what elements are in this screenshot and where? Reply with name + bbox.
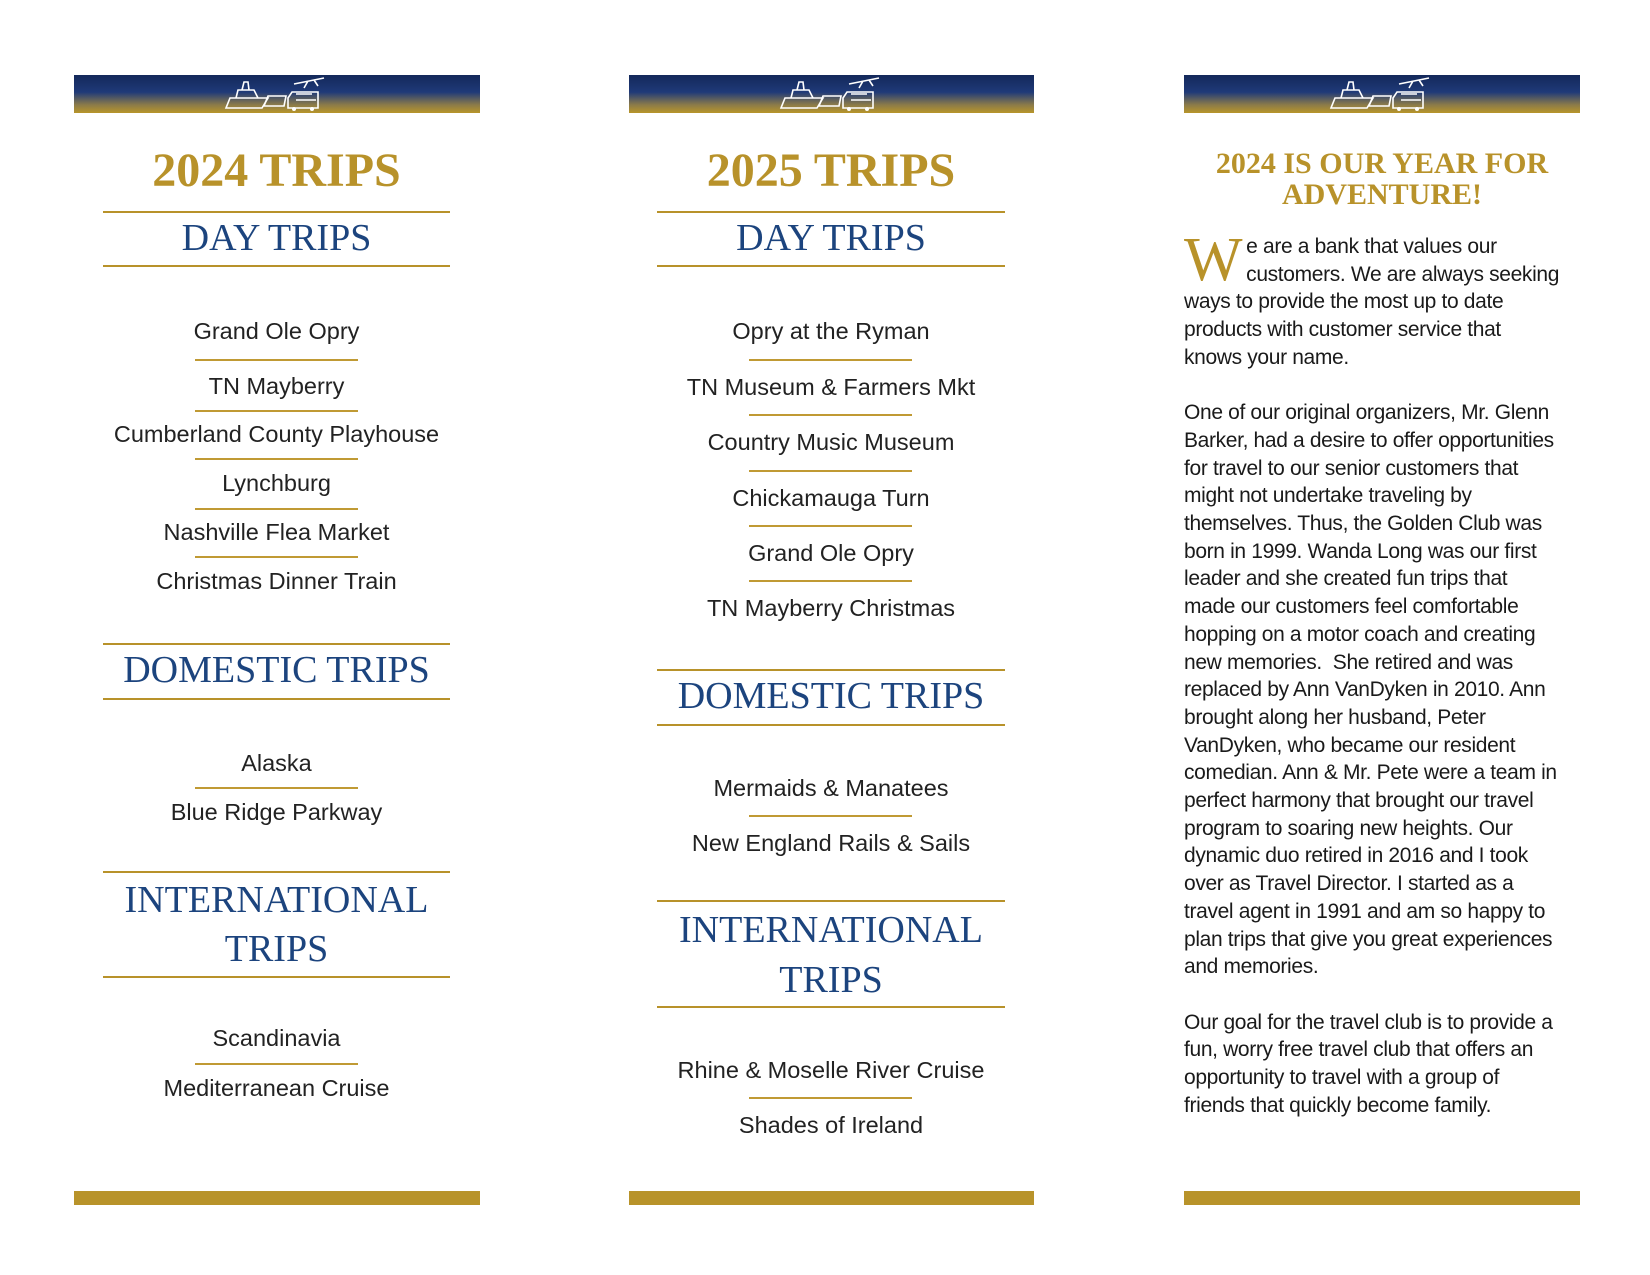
day-trips-heading-text: DAY TRIPS — [736, 217, 926, 259]
header-banner — [629, 75, 1034, 113]
paragraph-intro — [1184, 226, 1592, 372]
about-headline — [1184, 148, 1580, 210]
text-line: Our goal for the travel club is to provide a — [1184, 1010, 1553, 1034]
domestic-trips-heading-text: DOMESTIC TRIPS — [677, 675, 985, 717]
list-item: Christmas Dinner Train — [156, 568, 397, 594]
divider — [195, 458, 358, 460]
text-line: comedian. Ann & Mr. Pete were a team in — [1184, 761, 1557, 785]
list-item: TN Mayberry — [208, 373, 345, 399]
text-line: hopping on a motor coach and creating — [1184, 622, 1536, 646]
list-item: Grand Ole Opry — [193, 318, 360, 344]
divider — [749, 359, 912, 361]
divider — [749, 414, 912, 416]
drop-cap: W — [1184, 226, 1243, 294]
divider — [195, 556, 358, 558]
travel-icon — [1327, 76, 1437, 112]
divider — [749, 525, 912, 527]
text-line: ways to provide the most up to date — [1184, 290, 1504, 314]
text-line: fun, worry free travel club that offers an — [1184, 1038, 1534, 1062]
international-trips-heading — [103, 871, 450, 978]
bottom-bar — [629, 1191, 1034, 1205]
page-title: 2025 TRIPS — [706, 144, 956, 197]
text-line: VanDyken, who became our resident — [1184, 733, 1516, 757]
headline-line-1: 2024 IS OUR YEAR FOR — [1215, 147, 1549, 180]
header-banner — [1184, 75, 1580, 113]
header-banner — [74, 75, 480, 113]
list-item: Lynchburg — [222, 470, 331, 496]
international-trips-heading — [657, 900, 1005, 1008]
list-item: Cumberland County Playhouse — [113, 421, 440, 447]
list-item: Chickamauga Turn — [732, 485, 930, 511]
text-line: brought along her husband, Peter — [1184, 705, 1486, 729]
text-line: One of our original organizers, Mr. Glenn — [1184, 401, 1550, 425]
list-item: TN Museum & Farmers Mkt — [686, 374, 976, 400]
text-line: Barker, had a desire to offer opportunities — [1184, 428, 1554, 452]
text-line: program to soaring new heights. Our — [1184, 816, 1513, 840]
about-body — [1184, 226, 1592, 1147]
list-item: TN Mayberry Christmas — [706, 595, 956, 621]
divider — [749, 1097, 912, 1099]
list-item: Alaska — [241, 750, 312, 776]
travel-icon — [777, 76, 887, 112]
bottom-bar — [74, 1191, 480, 1205]
international-heading-line-2: TRIPS — [224, 928, 329, 970]
text-line: might not undertake traveling by — [1184, 484, 1472, 508]
text-line: themselves. Thus, the Golden Club was — [1184, 512, 1542, 536]
text-line: born in 1999. Wanda Long was our first — [1184, 539, 1537, 563]
page-title: 2024 TRIPS — [152, 144, 401, 197]
divider — [195, 787, 358, 789]
list-item: Mediterranean Cruise — [163, 1075, 390, 1101]
list-item: New England Rails & Sails — [691, 830, 971, 856]
domestic-trips-heading-text: DOMESTIC TRIPS — [123, 649, 430, 691]
text-line: new memories. She retired and was — [1184, 650, 1513, 674]
list-item: Grand Ole Opry — [748, 540, 914, 566]
divider — [195, 1063, 358, 1065]
domestic-trips-heading — [657, 669, 1005, 726]
domestic-trips-heading — [103, 643, 450, 700]
text-line: opportunity to travel with a group of — [1184, 1066, 1500, 1090]
paragraph-goal — [1184, 1009, 1592, 1120]
list-item: Rhine & Moselle River Cruise — [677, 1057, 985, 1083]
text-line: products with customer service that — [1184, 318, 1501, 342]
text-line: customers. We are always seeking — [1246, 262, 1560, 286]
text-line: replaced by Ann VanDyken in 2010. Ann — [1184, 678, 1546, 702]
text-line: and memories. — [1184, 955, 1319, 979]
text-line: friends that quickly become family. — [1184, 1093, 1492, 1117]
divider — [749, 470, 912, 472]
text-line: dynamic duo retired in 2016 and I took — [1184, 844, 1528, 868]
text-line: for travel to our senior customers that — [1184, 456, 1519, 480]
text-line: plan trips that give you great experiences — [1184, 927, 1553, 951]
list-item: Mermaids & Manatees — [713, 775, 949, 801]
divider — [749, 815, 912, 817]
list-item: Shades of Ireland — [738, 1112, 924, 1138]
international-heading-line-1: INTERNATIONAL — [679, 909, 983, 951]
day-trips-heading — [657, 211, 1005, 267]
list-item: Opry at the Ryman — [732, 318, 930, 344]
travel-icon — [222, 76, 332, 112]
text-line: perfect harmony that brought our travel — [1184, 789, 1534, 813]
headline-line-2: ADVENTURE! — [1281, 178, 1482, 211]
divider — [195, 410, 358, 412]
list-item: Blue Ridge Parkway — [170, 799, 383, 825]
text-line: travel agent in 1991 and am so happy to — [1184, 899, 1546, 923]
divider — [195, 508, 358, 510]
text-line: over as Travel Director. I started as a — [1184, 872, 1514, 896]
list-item: Nashville Flea Market — [163, 519, 390, 545]
divider — [195, 359, 358, 361]
international-heading-line-1: INTERNATIONAL — [124, 879, 429, 921]
bottom-bar — [1184, 1191, 1580, 1205]
text-line: leader and she created fun trips that — [1184, 567, 1508, 591]
list-item: Country Music Museum — [707, 429, 955, 455]
international-heading-line-2: TRIPS — [779, 959, 883, 1001]
list-item: Scandinavia — [212, 1025, 341, 1051]
day-trips-heading-text: DAY TRIPS — [181, 217, 372, 259]
day-trips-heading — [103, 211, 450, 267]
text-line: made our customers feel comfortable — [1184, 595, 1519, 619]
paragraph-history — [1184, 399, 1592, 981]
text-line: knows your name. — [1184, 345, 1349, 369]
divider — [749, 580, 912, 582]
text-line: e are a bank that values our — [1246, 235, 1497, 258]
